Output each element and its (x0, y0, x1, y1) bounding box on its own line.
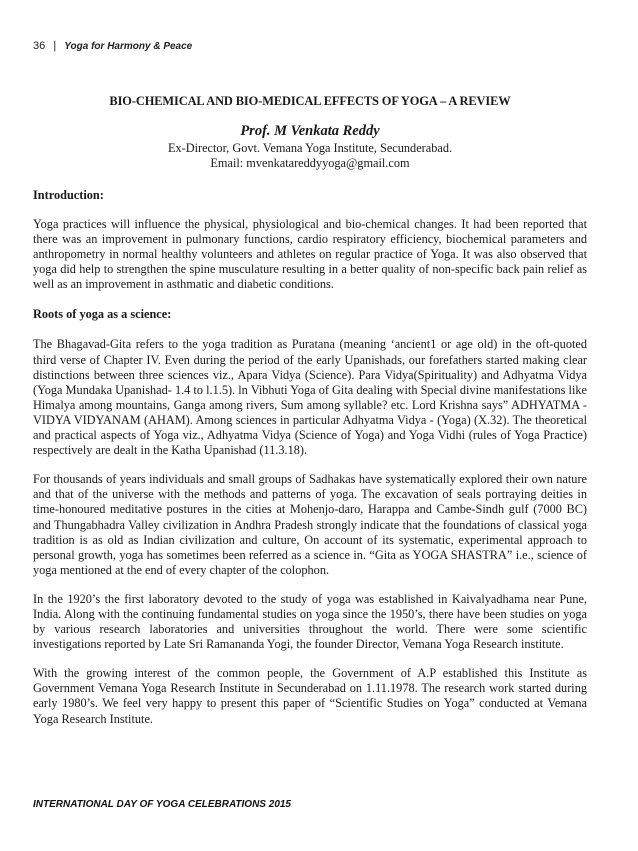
roots-paragraph-history: For thousands of years individuals and small groups of Sadhakas have systematically explored their own nature and that of the universe with the methods and patterns of yoga. The excavation of seals portraying deities in time-honoured meditative postures in the cities at Mohenjo-daro, Harappa and Cambe-Sindh gulf (7000 BC) and Thungabhadra Valley civilization in Andhra Pradesh strongly indicate that the foundations of classical yoga tradition is as old as Indian civilization and culture, On account of its systematic, experimental approach to personal growth, yoga has sometimes been referred as a science in. “Gita as YOGA SHASTRA” i.e., science of yoga mentioned at the end of every chapter of the colophon. (33, 472, 587, 577)
running-footer: INTERNATIONAL DAY OF YOGA CELEBRATIONS 2015 (33, 799, 291, 810)
author-name: Prof. M Venkata Reddy (240, 123, 380, 139)
introduction-heading: Introduction: (33, 188, 104, 202)
author-affiliation: Ex-Director, Govt. Vemana Yoga Institute, Secunderabad. (167, 141, 453, 155)
roots-heading: Roots of yoga as a science: (33, 307, 172, 322)
page-number: 36 (33, 40, 46, 52)
author-email: Email: mvenkatareddyyoga@gmail.com (210, 156, 410, 170)
roots-paragraph-gita: The Bhagavad-Gita refers to the yoga tradition as Puratana (meaning ‘ancient1 or age old) in the oft-quoted third verse of Chapter IV. Even during the period of the early Upanishads, our forefathers started making clear distinctions between three sciences viz., Apara Vidya (Science). Para Vidya(Spirituality) and Adhyatma Vidya (Yoga Mundaka Upanishad- 1.4 to l.1.5). ln Vibhuti Yoga of Gita dealing with Special divine manifestations like Himalya among mountains, Ganga among rivers, Sum among syllable? etc. Lord Krishna says” ADHYATMA -VIDYA VIDYANAM (AHAM). Among sciences in particular Adhyatma Vidya - (Yoga) (X.32). The theoretical and practical aspects of Yoga viz., Adhyatma Vidya (Science of Yoga) and Yoga Vidhi (rules of Yoga Practice) respectively are dealt in the Katha Upanishad (11.3.18). (33, 337, 587, 458)
header-separator: | (53, 40, 57, 52)
publication-title: Yoga for Harmony & Peace (64, 41, 193, 52)
article-body (33, 94, 587, 727)
article-title: BIO-CHEMICAL AND BIO-MEDICAL EFFECTS OF YOGA – A REVIEW (109, 94, 511, 108)
roots-paragraph-institute: With the growing interest of the common people, the Government of A.P established this Institute as Government Vemana Yoga Research Institute in Secunderabad on 1.11.1978. The research work started during early 1980’s. We feel very happy to present this paper of “Scientific Studies on Yoga” conducted at Vemana Yoga Research Institute. (33, 666, 587, 726)
running-header (33, 40, 192, 52)
introduction-paragraph: Yoga practices will influence the physical, physiological and bio-chemical changes. It had been reported that there was an improvement in pulmonary functions, cardio respiratory efficiency, biochemical parameters and anthropometry in normal healthy volunteers and athletes on regular practice of Yoga. It was also observed that yoga did help to strengthen the spine musculature resulting in a better quality of non-specific back pain relief as well as an improvement in asthmatic and diabetic conditions. (33, 217, 587, 292)
roots-paragraph-laboratories: In the 1920’s the first laboratory devoted to the study of yoga was established in Kaivalyadhama near Pune, India. Along with the continuing fundamental studies on yoga since the 1950’s, there have been studies on yoga by various research laboratories and universities throughout the world. There were some scientific investigations reported by Late Sri Ramananda Yogi, the founder Director, Vemana Yoga Research institute. (33, 591, 587, 652)
